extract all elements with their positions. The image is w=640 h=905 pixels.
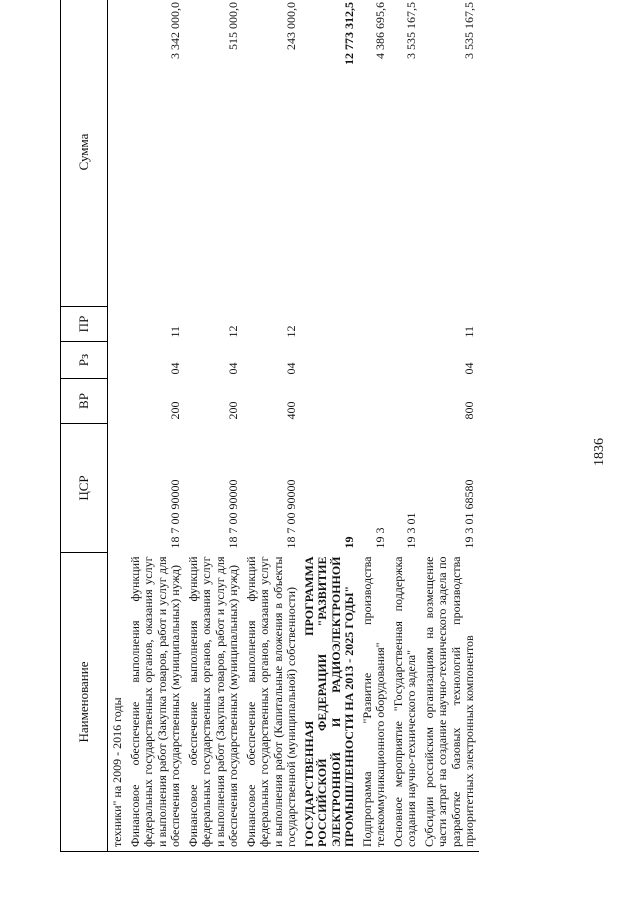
- row-sum: 3 342 000,0: [127, 0, 185, 307]
- page-number: 1836: [592, 438, 607, 466]
- row-vr: [301, 379, 359, 424]
- table-row: [421, 0, 479, 852]
- row-sum: 515 000,0: [185, 0, 243, 307]
- row-sum: 3 535 167,5: [421, 0, 479, 307]
- row-vr: 400: [284, 401, 298, 420]
- row-vr: 200: [226, 401, 240, 420]
- row-pr: [390, 307, 421, 342]
- row-name: Финансовое обеспечение выполнения функций федеральных государственных органов, оказания услуг и выполнения работ (Капитальные вложения в объекты государственной (муниципальной) собственности): [243, 553, 301, 852]
- row-rz: 04: [284, 362, 298, 375]
- row-name: техники" на 2009 - 2016 годы: [108, 553, 127, 852]
- row-name: ГОСУДАРСТВЕННАЯ ПРОГРАММА РОССИЙСКОЙ ФЕДЕРАЦИИ "РАЗВИТИЕ ЭЛЕКТРОННОЙ И РАДИОЭЛЕКТРОННОЙ ПРОМЫШЛЕННОСТИ НА 2013 - 2025 ГОДЫ": [301, 553, 359, 852]
- row-name: Подпрограмма "Развитие производства телекоммуникационного оборудования": [359, 553, 390, 852]
- row-sum: 12 773 312,5: [301, 0, 359, 307]
- row-csr: [108, 424, 127, 553]
- row-pr: 12: [284, 325, 298, 338]
- table-header-row: [61, 0, 108, 852]
- row-rz: [359, 342, 390, 379]
- row-vr: [359, 379, 390, 424]
- row-vr: 200: [168, 401, 182, 420]
- table-row: [243, 0, 301, 852]
- row-rz: [108, 342, 127, 379]
- row-csr: 19 3 01 68580: [462, 479, 476, 549]
- table-row: [127, 0, 185, 852]
- table-row: [359, 0, 390, 852]
- row-rz: 04: [168, 362, 182, 375]
- row-sum: 4 386 695,6: [359, 0, 390, 307]
- row-vr: [108, 379, 127, 424]
- row-rz: 04: [226, 362, 240, 375]
- row-pr: [301, 307, 359, 342]
- header-name: Наименование: [61, 553, 108, 852]
- row-name: Основное мероприятие "Государственная поддержка создания научно-технического задела": [390, 553, 421, 852]
- table-row: [185, 0, 243, 852]
- row-name: Финансовое обеспечение выполнения функций федеральных государственных органов, оказания услуг и выполнения работ (Закупка товаров, работ и услуг для обеспечения государственных (муниципальных) нужд): [127, 553, 185, 852]
- row-csr: 19: [342, 536, 356, 549]
- row-sum: [108, 0, 127, 307]
- row-pr: 11: [462, 325, 476, 338]
- row-pr: 11: [168, 325, 182, 338]
- row-csr: 19 3 01: [404, 512, 418, 549]
- row-rz: [301, 342, 359, 379]
- table-row: [108, 0, 127, 852]
- row-pr: [108, 307, 127, 342]
- row-rz: 04: [462, 362, 476, 375]
- row-csr: 18 7 00 90000: [168, 479, 182, 549]
- header-csr: ЦСР: [61, 424, 108, 553]
- row-name: Финансовое обеспечение выполнения функций федеральных государственных органов, оказания услуг и выполнения работ (Закупка товаров, работ и услуг для обеспечения государственных (муниципальных) нужд): [185, 553, 243, 852]
- row-csr: 19 3: [373, 527, 387, 549]
- header-rz: Рз: [61, 342, 108, 379]
- row-rz: [390, 342, 421, 379]
- header-sum: Сумма: [61, 0, 108, 307]
- table-row: [390, 0, 421, 852]
- row-vr: 800: [462, 401, 476, 420]
- row-sum: 243 000,0: [243, 0, 301, 307]
- budget-table: [60, 0, 479, 852]
- row-sum: 3 535 167,5: [390, 0, 421, 307]
- table-row-program: [301, 0, 359, 852]
- row-vr: [390, 379, 421, 424]
- row-csr: 18 7 00 90000: [226, 479, 240, 549]
- budget-table-container: [60, 2, 590, 852]
- row-pr: [359, 307, 390, 342]
- header-pr: ПР: [61, 307, 108, 342]
- row-pr: 12: [226, 325, 240, 338]
- header-vr: ВР: [61, 379, 108, 424]
- row-name: Субсидии российским организациям на возмещение части затрат на создание научно-технического задела по разработке базовых технологий производства приоритетных электронных компонентов: [421, 553, 479, 852]
- row-csr: 18 7 00 90000: [284, 479, 298, 549]
